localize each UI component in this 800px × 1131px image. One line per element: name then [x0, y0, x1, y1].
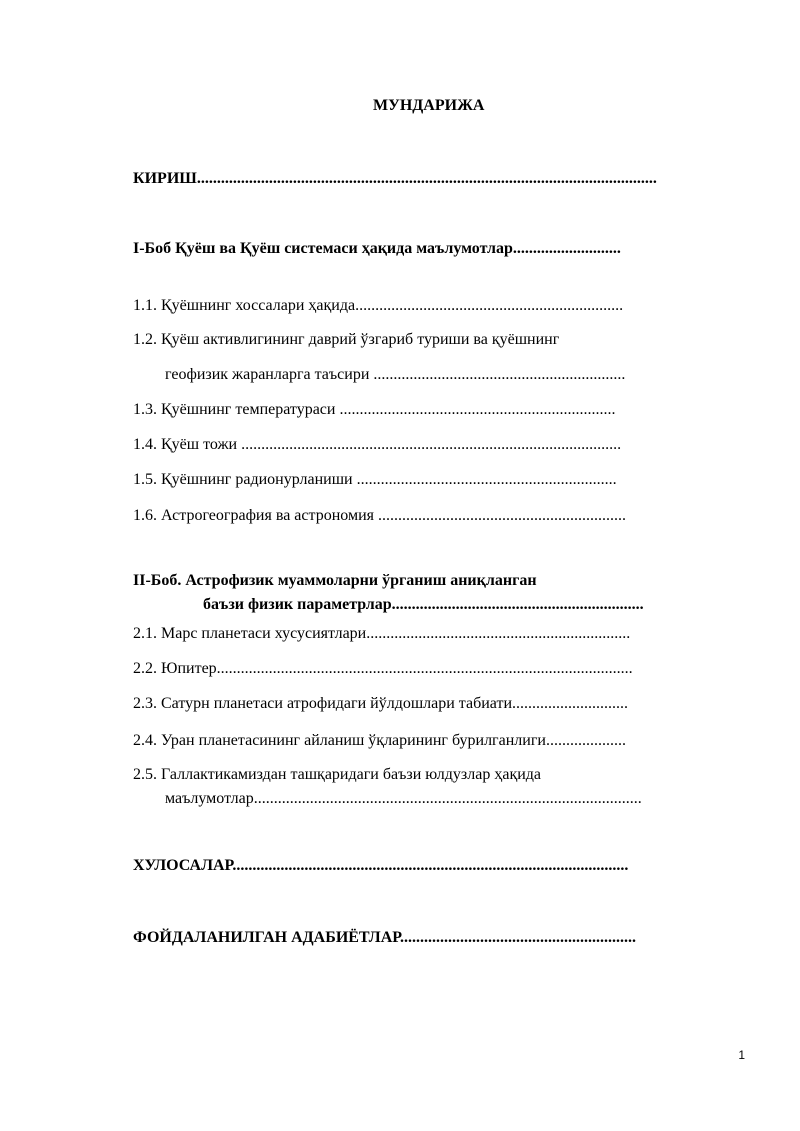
toc-entry-1-1: 1.1. Қуёшнинг хоссалари ҳақида...................................................................	[133, 297, 624, 314]
toc-entry-conclusions: ХУЛОСАЛАР...................................................................................................	[133, 857, 629, 874]
toc-entry-references: ФОЙДАЛАНИЛГАН АДАБИЁТЛАР...........................................................	[133, 929, 637, 946]
toc-entry-2-2: 2.2. Юпитер........................................................................................................	[133, 660, 633, 677]
page-title: МУНДАРИЖА	[373, 97, 485, 114]
toc-entry-2-3: 2.3. Сатурн планетаси атрофидаги йўлдошлари табиати.............................	[133, 695, 629, 712]
toc-entry-1-3: 1.3. Қуёшнинг температураси .....................................................................	[133, 401, 616, 418]
toc-entry-chapter-2-cont: баъзи физик параметрлар...............................................................	[203, 596, 644, 613]
toc-entry-1-6: 1.6. Астрогеография ва астрономия ..............................................................	[133, 507, 626, 524]
toc-entry-1-4: 1.4. Қуёш тожи ...............................................................................................	[133, 436, 622, 453]
toc-entry-1-2-cont: геофизик жаранларга таъсири ...............................................................	[165, 366, 626, 383]
toc-entry-intro: КИРИШ...................................................................................................................	[133, 170, 657, 187]
toc-entry-1-2: 1.2. Қуёш активлигининг даврий ўзгариб туриши ва қуёшнинг	[133, 331, 560, 348]
toc-entry-2-4: 2.4. Уран планетасининг айланиш ўқларининг бурилганлиги....................	[133, 732, 626, 749]
toc-entry-2-5: 2.5. Галлактикамиздан ташқаридаги баъзи юлдузлар ҳақида	[133, 766, 542, 783]
toc-entry-2-1: 2.1. Марс планетаси хусусиятлари..................................................................	[133, 625, 631, 642]
toc-entry-chapter-2: II-Боб. Астрофизик муаммоларни ўрганиш аниқланган	[133, 572, 537, 589]
toc-entry-2-5-cont: маълумотлар.................................................................................................	[165, 790, 642, 807]
toc-entry-1-5: 1.5. Қуёшнинг радионурланиши .................................................................	[133, 471, 617, 488]
page-number: 1	[738, 1048, 745, 1062]
toc-entry-chapter-1: I-Боб Қуёш ва Қуёш системаси ҳақида маълумотлар...........................	[133, 240, 621, 257]
